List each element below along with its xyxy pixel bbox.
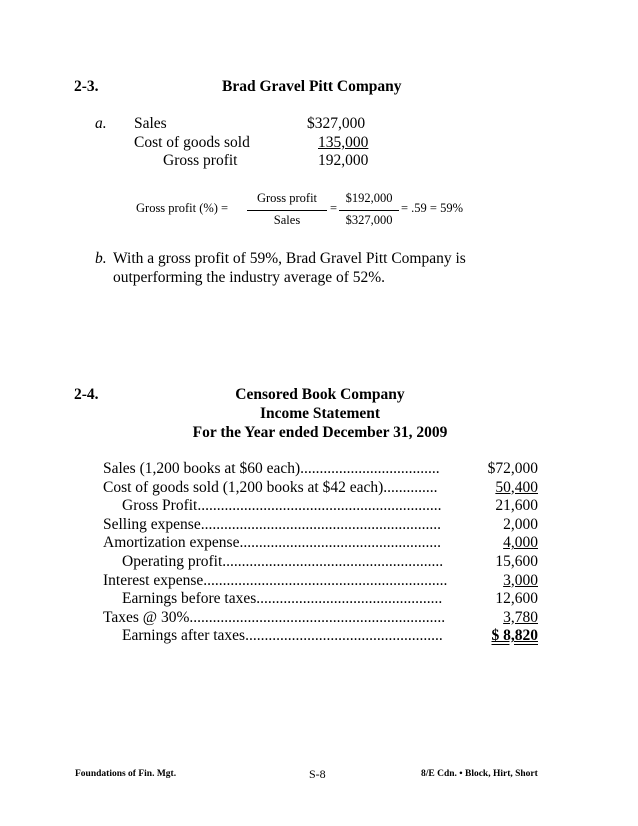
cogs-amount: 135,000 bbox=[318, 134, 369, 151]
fraction-bar bbox=[247, 210, 327, 211]
statement-row bbox=[103, 534, 538, 553]
statement-row bbox=[103, 479, 538, 498]
conclusion-line: outperforming the industry average of 52%. bbox=[113, 269, 386, 286]
formula-result: = .59 = 59% bbox=[401, 201, 464, 215]
footer-right: 8/E Cdn. • Block, Hirt, Short bbox=[421, 769, 538, 779]
cogs-label: Cost of goods sold bbox=[134, 134, 250, 151]
statement-row bbox=[103, 460, 538, 479]
company-title: Brad Gravel Pitt Company bbox=[222, 78, 402, 95]
formula-numerator: Gross profit bbox=[256, 191, 318, 205]
statement-row bbox=[103, 553, 538, 572]
row-label: Taxes @ 30%.................................................................. bbox=[103, 608, 446, 626]
row-label: Operating profit......................................................... bbox=[122, 552, 444, 570]
statement-row bbox=[103, 497, 538, 516]
row-amount: 2,000 bbox=[503, 515, 538, 533]
row-label: Gross Profit............................................................... bbox=[122, 497, 442, 515]
row-label: Interest expense............................................................... bbox=[103, 571, 448, 589]
company-title: Censored Book Company bbox=[235, 386, 405, 403]
income-statement bbox=[103, 460, 538, 646]
row-amount: 12,600 bbox=[495, 590, 538, 608]
formula-denominator: Sales bbox=[273, 213, 301, 227]
statement-row bbox=[103, 590, 538, 609]
formula-lhs: Gross profit (%) = bbox=[136, 201, 229, 215]
statement-row bbox=[103, 627, 538, 646]
statement-row bbox=[103, 572, 538, 591]
row-label: Amortization expense.................................................... bbox=[103, 534, 441, 552]
row-label: Selling expense.............................................................. bbox=[103, 515, 441, 533]
row-label: Earnings after taxes................................................... bbox=[122, 627, 443, 645]
row-amount: 3,780 bbox=[503, 608, 538, 626]
gross-profit-amount: 192,000 bbox=[318, 152, 369, 169]
part-marker: a. bbox=[95, 115, 107, 132]
row-label: Sales (1,200 books at $60 each).................................... bbox=[103, 460, 440, 477]
row-amount: 3,000 bbox=[503, 571, 538, 589]
row-amount: 21,600 bbox=[495, 497, 538, 515]
row-label: Cost of goods sold (1,200 books at $42 each).............. bbox=[103, 478, 438, 496]
sales-label: Sales bbox=[134, 115, 167, 132]
row-amount: $ 8,820 bbox=[491, 627, 538, 645]
statement-period: For the Year ended December 31, 2009 bbox=[192, 424, 448, 441]
row-amount: 4,000 bbox=[503, 534, 538, 552]
fraction-bar bbox=[339, 210, 399, 211]
statement-row bbox=[103, 609, 538, 628]
part-marker: b. bbox=[95, 250, 107, 267]
page-number: S-8 bbox=[309, 767, 326, 781]
formula-denominator-value: $327,000 bbox=[345, 213, 393, 227]
formula-numerator-value: $192,000 bbox=[345, 191, 393, 205]
statement-title: Income Statement bbox=[259, 405, 381, 422]
row-amount: 15,600 bbox=[495, 552, 538, 570]
gross-profit-label: Gross profit bbox=[163, 152, 238, 169]
statement-row bbox=[103, 516, 538, 535]
row-label: Earnings before taxes................................................ bbox=[122, 590, 443, 608]
conclusion-line: With a gross profit of 59%, Brad Gravel Pitt Company is bbox=[113, 250, 466, 267]
problem-number: 2-4. bbox=[74, 386, 99, 403]
problem-number: 2-3. bbox=[74, 78, 99, 95]
footer-left: Foundations of Fin. Mgt. bbox=[75, 769, 177, 779]
row-amount: 50,400 bbox=[495, 478, 538, 496]
formula-equals: = bbox=[330, 201, 338, 215]
row-amount: $72,000 bbox=[487, 460, 538, 477]
sales-amount: $327,000 bbox=[307, 115, 366, 132]
